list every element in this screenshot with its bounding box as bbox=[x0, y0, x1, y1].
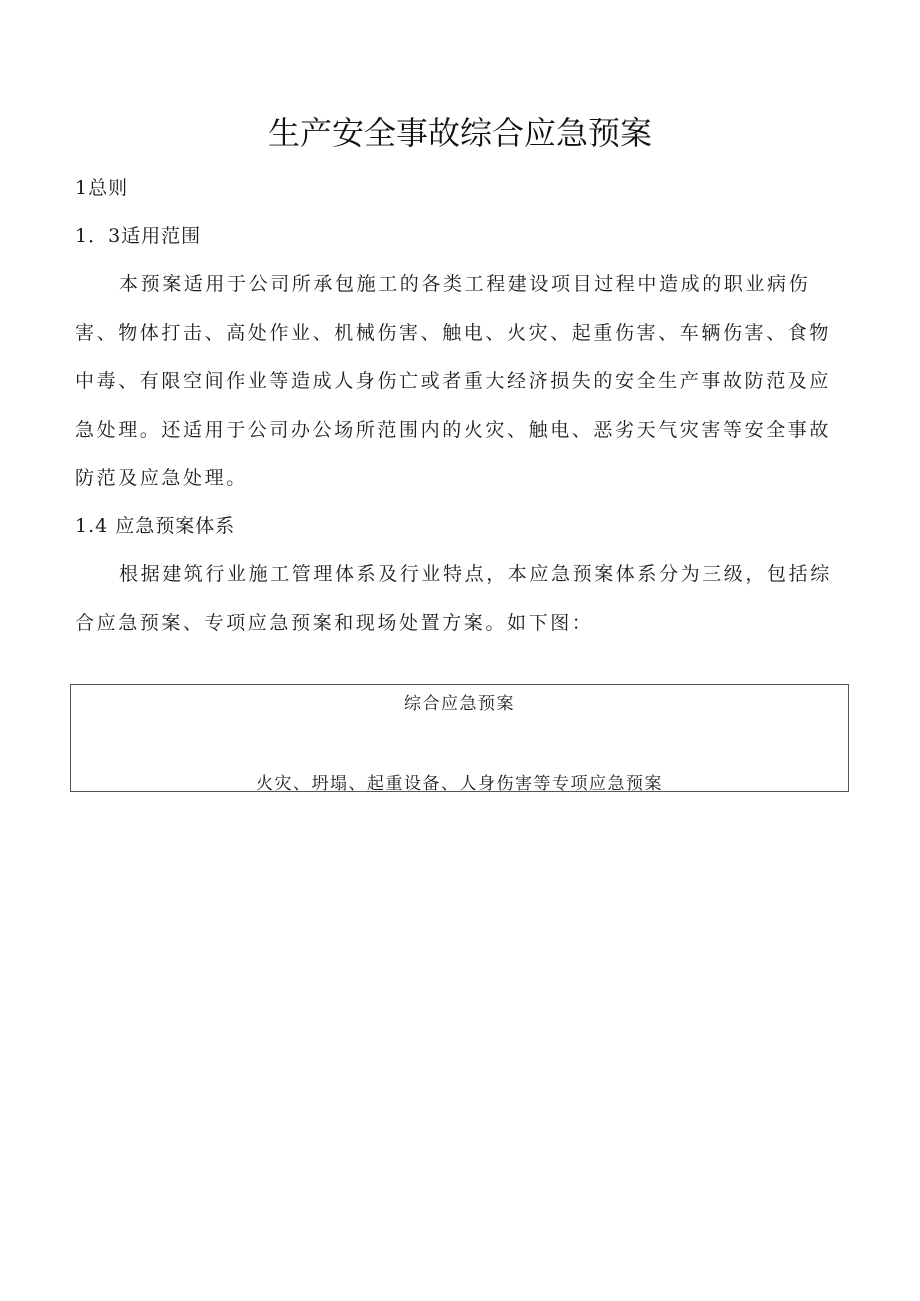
section-heading-scope: 1．3适用范围 bbox=[75, 225, 202, 247]
diagram-comprehensive-plan-label: 综合应急预案 bbox=[404, 694, 515, 714]
plan-hierarchy-diagram bbox=[70, 684, 849, 792]
section-heading-general: 1总则 bbox=[75, 177, 129, 199]
plan-system-paragraph: 根据建筑行业施工管理体系及行业特点，本应急预案体系分为三级，包括综合应急预案、专项应急预案和现场处置方案。如下图： bbox=[75, 563, 832, 634]
scope-paragraph: 本预案适用于公司所承包施工的各类工程建设项目过程中造成的职业病伤害、物体打击、高处作业、机械伤害、触电、火灾、起重伤害、车辆伤害、食物中毒、有限空间作业等造成人身伤亡或者重大经济损失的安全生产事故防范及应急处理。还适用于公司办公场所范围内的火灾、触电、恶劣天气灾害等安全事故防范及应急处理。 bbox=[75, 273, 832, 489]
section-heading-plan-system: 1.4 应急预案体系 bbox=[75, 515, 236, 537]
document-title: 生产安全事故综合应急预案 bbox=[267, 114, 652, 152]
diagram-special-plans-label: 火灾、坍塌、起重设备、人身伤害等专项应急预案 bbox=[256, 774, 663, 794]
